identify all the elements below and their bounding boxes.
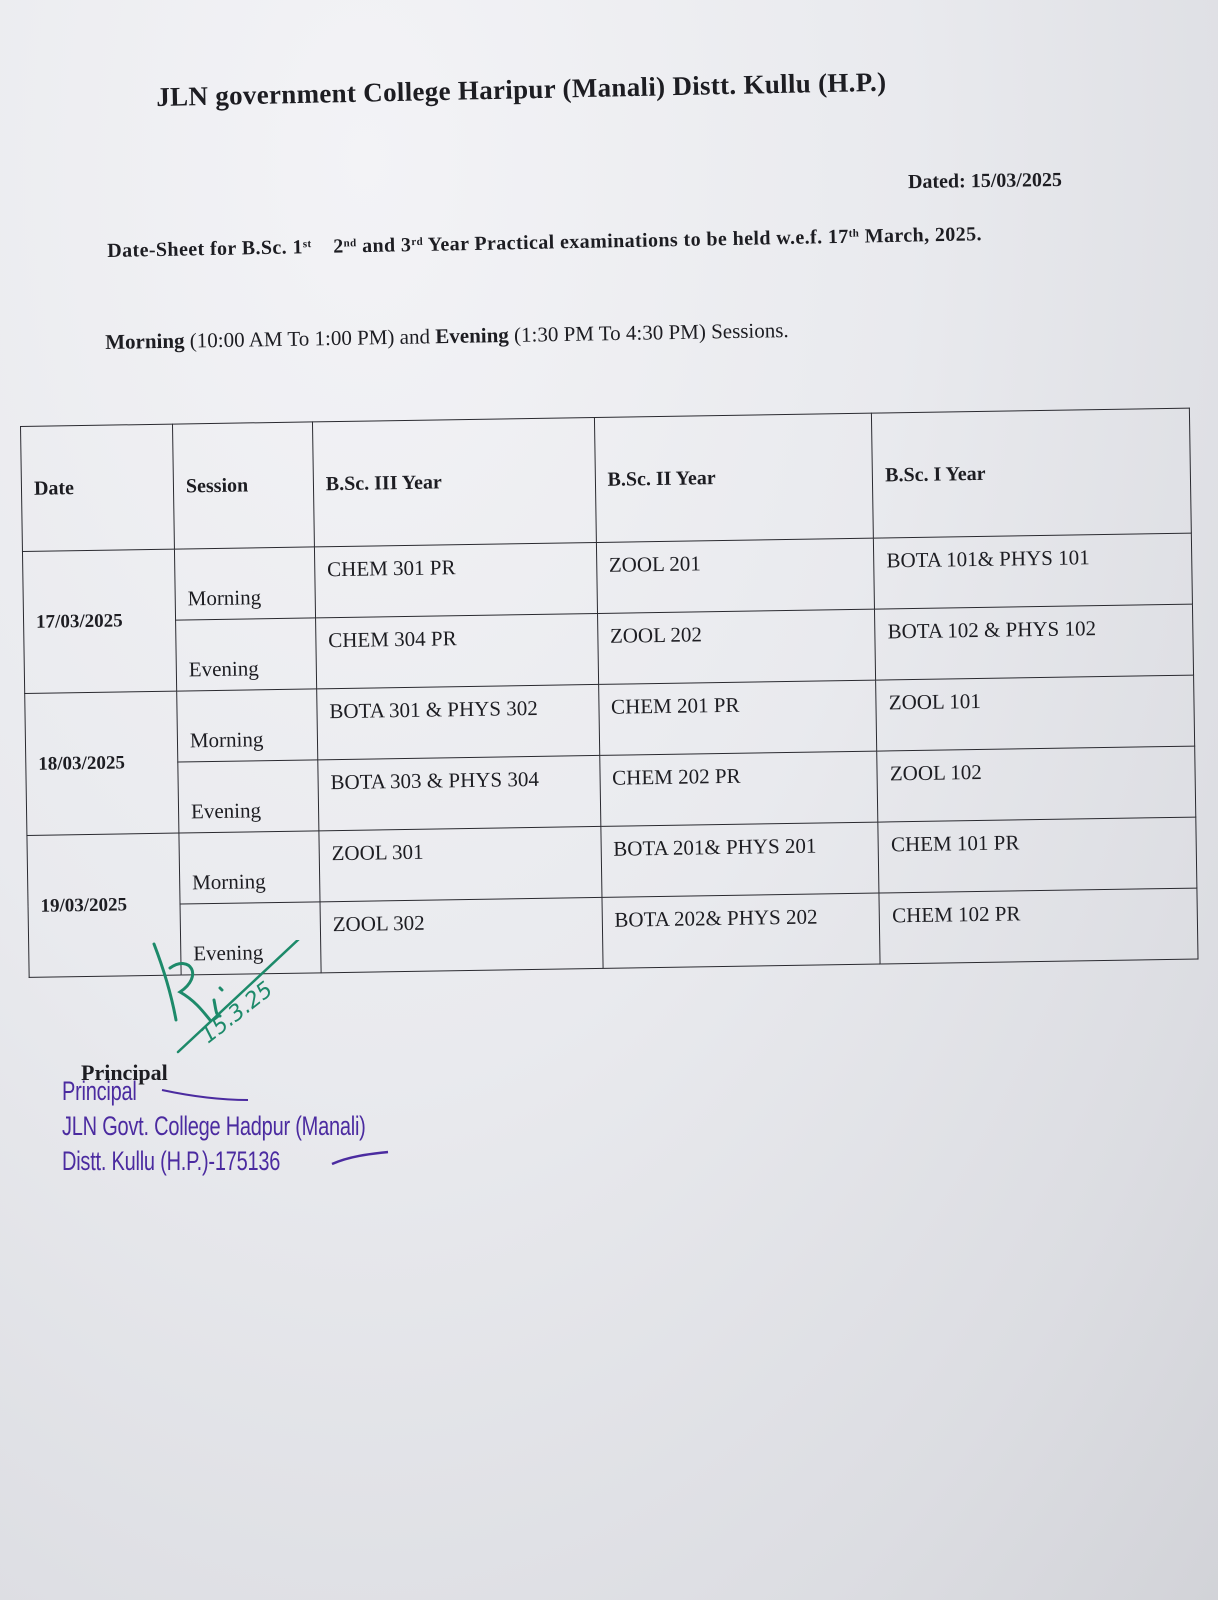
header-first-year: B.Sc. I Year [872,408,1192,538]
intro-text-1: Date-Sheet for B.Sc. 1 [107,236,304,262]
first-year-cell: CHEM 102 PR [879,888,1198,964]
principal-label: Principal [81,1060,168,1085]
third-year-cell: ZOOL 301 [319,826,602,901]
second-year-cell: CHEM 202 PR [599,751,878,826]
third-year-cell: CHEM 304 PR [315,613,598,688]
third-year-cell: CHEM 301 PR [314,542,597,617]
intro-sup-3: rd [411,235,424,249]
session-cell: Evening [176,618,317,691]
first-year-cell: BOTA 102 & PHYS 102 [875,604,1194,680]
signature [150,940,320,1060]
third-year-cell: ZOOL 302 [320,897,603,972]
session-cell: Evening [180,902,321,975]
session-cell: Evening [178,760,319,833]
morning-label: Morning [105,328,185,354]
header-session: Session [172,422,314,549]
datesheet-table [20,408,1199,978]
stamp-flourish [330,1150,390,1170]
header-third-year: B.Sc. III Year [312,417,596,546]
header-date: Date [21,424,175,551]
date-cell: 18/03/2025 [25,691,179,835]
date-cell: 19/03/2025 [27,833,181,977]
intro-sup-4: th [848,227,860,240]
first-year-cell: ZOOL 102 [877,746,1196,822]
session-cell: Morning [174,547,315,620]
stamp-line-3: Distt. Kullu (H.P.)-175136 [62,1146,281,1176]
first-year-cell: ZOOL 101 [876,675,1195,751]
second-year-cell: BOTA 202& PHYS 202 [602,893,881,968]
second-year-cell: ZOOL 202 [597,609,876,684]
session-cell: Morning [177,689,318,762]
second-year-cell: BOTA 201& PHYS 201 [600,822,879,897]
intro-text-3: and 3 [356,234,412,258]
document-date: Dated: 15/03/2025 [907,168,1063,194]
first-year-cell: CHEM 101 PR [878,817,1197,893]
intro-text-5: March, 2025. [859,223,983,248]
intro-sup-1: st [302,238,312,251]
college-title: JLN government College Haripur (Manali) Distt. Kullu (H.P.) [156,66,887,112]
signature-date: 15.3.25 [196,977,278,1049]
third-year-cell: BOTA 301 & PHYS 302 [317,684,600,759]
intro-sup-2: nd [343,237,357,250]
intro-text-2: 2 [333,235,344,258]
second-year-cell: CHEM 201 PR [598,680,877,755]
table-header-row [21,408,1192,551]
date-cell: 17/03/2025 [22,549,176,693]
first-year-cell: BOTA 101& PHYS 101 [874,533,1193,609]
second-year-cell: ZOOL 201 [596,538,875,613]
stamp-flourish [160,1086,250,1104]
session-timings [105,318,789,355]
stamp-line-2: JLN Govt. College Hadpur (Manali) [62,1111,366,1141]
third-year-cell: BOTA 303 & PHYS 304 [318,755,601,830]
datesheet-intro [107,217,1117,266]
morning-time: (10:00 AM To 1:00 PM) and [184,324,436,353]
intro-text-4: Year Practical examinations to be held w.e.f. 17 [422,225,849,256]
evening-time: (1:30 PM To 4:30 PM) Sessions. [508,318,789,347]
header-second-year: B.Sc. II Year [594,413,874,542]
session-cell: Morning [179,831,320,904]
evening-label: Evening [435,322,509,349]
stamp-line-1: Principal [62,1076,137,1106]
